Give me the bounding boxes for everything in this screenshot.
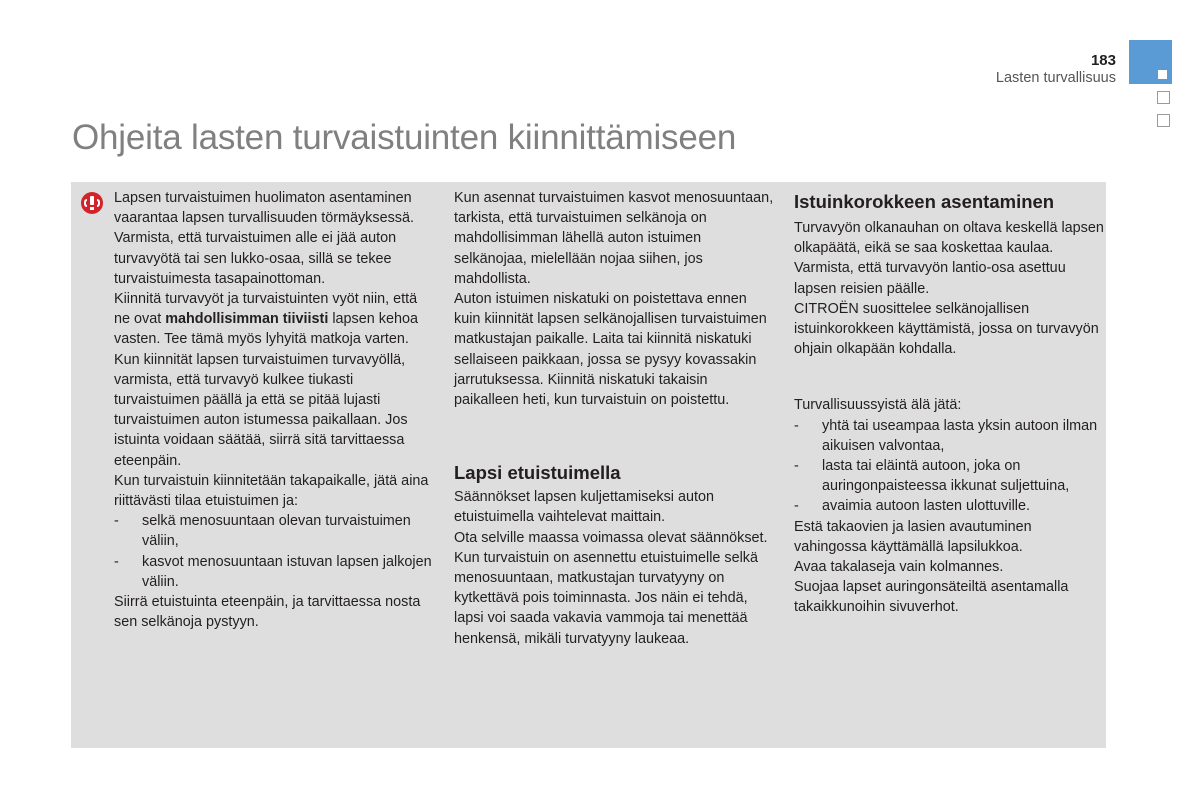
paragraph: Avaa takalaseja vain kolmannes.	[794, 559, 1004, 576]
emphasis-text: mahdollisimman tiiviisti	[165, 311, 329, 328]
paragraph: Lapsen turvaistuimen huolimaton asentaminen vaarantaa lapsen turvallisuuden törmäyksessä.	[114, 190, 414, 227]
list-item: - lasta tai eläintä autoon, joka on auringonpaisteessa ikkunat suljettuina,	[794, 456, 1104, 496]
paragraph: Turvallisuussyistä älä jätä:	[794, 397, 962, 414]
chapter-tab-current	[1129, 40, 1172, 84]
paragraph: Siirrä etuistuinta eteenpäin, ja tarvittaessa nosta sen selkänoja pystyyn.	[114, 594, 421, 631]
paragraph: Varmista, että turvaistuimen alle ei jää auton turvavyötä tai sen lukko-osaa, sillä se tekee turvaistuimesta tasapainottoman.	[114, 230, 397, 287]
paragraph: Kun kiinnität lapsen turvaistuimen turvavyöllä, varmista, että turvavyö kulkee tiukasti turvaistuimen päällä ja että se pitää lujasti turvaistuimen auton istumessa paikallaan. Jos istuinta voidaan säätää, siirrä sitä tarvittaessa eteenpäin.	[114, 351, 408, 469]
chapter-tab-dot	[1158, 70, 1167, 79]
paragraph: Suojaa lapset auringonsäteiltä asentamalla takaikkunoihin sivuverhot.	[794, 579, 1069, 616]
column-3	[794, 190, 1104, 618]
paragraph: CITROËN suosittelee selkänojallisen istuinkorokkeen käyttämistä, jossa on turvavyön ohjain olkapään kohdalla.	[794, 300, 1099, 358]
chapter-tab-empty	[1157, 91, 1170, 104]
paragraph: Kiinnitä turvavyöt ja turvaistuinten vyöt niin, että ne ovat mahdollisimman tiiviisti lapsen kehoa vasten. Tee tämä myös lyhyitä matkoja varten.	[114, 291, 418, 348]
page-number: 183	[1090, 52, 1116, 69]
paragraph: Säännökset lapsen kuljettamiseksi auton etuistuimella vaihtelevat maittain.	[454, 489, 714, 526]
paragraph: Estä takaovien ja lasien avautuminen vahingossa käyttämällä lapsilukkoa.	[794, 518, 1032, 555]
chapter-tab-empty	[1157, 114, 1170, 127]
paragraph: Kun turvaistuin on asennettu etuistuimelle selkä menosuuntaan, matkustajan turvatyyny on kytkettävä pois toiminnasta. Jos näin ei tehdä, lapsi voi saada vakavia vammoja tai menettää henkensä, mikäli turvatyyny laukeaa.	[454, 549, 758, 647]
section-heading: Lapsi etuistuimella	[454, 462, 621, 484]
paragraph: Kun asennat turvaistuimen kasvot menosuuntaan, tarkista, että turvaistuimen selkänoja on mahdollisimman lähellä auton istuimen selkänojaa, mielellään nojaa siihen, jos mahdollista.	[454, 190, 774, 287]
warning-icon	[81, 192, 103, 214]
bullet-list	[114, 511, 434, 592]
list-item: - kasvot menosuuntaan istuvan lapsen jalkojen väliin.	[114, 552, 434, 592]
list-item: - yhtä tai useampaa lasta yksin autoon ilman aikuisen valvontaa,	[794, 416, 1104, 456]
column-1	[114, 188, 434, 632]
paragraph: Kun turvaistuin kiinnitetään takapaikalle, jätä aina riittävästi tilaa etuistuimen ja:	[114, 472, 429, 510]
page-title: Ohjeita lasten turvaistuinten kiinnittämiseen	[72, 118, 737, 157]
list-item: - selkä menosuuntaan olevan turvaistuimen väliin,	[114, 511, 434, 551]
column-2	[454, 188, 774, 649]
section-name: Lasten turvallisuus	[995, 70, 1116, 86]
paragraph: Varmista, että turvavyön lantio-osa asettuu lapsen reisien päälle.	[794, 260, 1066, 297]
paragraph: Auton istuimen niskatuki on poistettava ennen kuin kiinnität lapsen selkänojallisen turvaistuimen matkustajan paikalle. Laita tai kiinnitä niskatuki sellaiseen paikkaan, jossa se pysyy kovassakin jarrutuksessa. Kiinnitä niskatuki takaisin paikalleen heti, kun turvaistuin on poistettu.	[454, 291, 767, 409]
list-item: - avaimia autoon lasten ulottuville.	[794, 496, 1104, 516]
paragraph: Ota selville maassa voimassa olevat säännökset.	[454, 529, 768, 546]
bullet-list	[794, 416, 1104, 517]
paragraph: Turvavyön olkanauhan on oltava keskellä lapsen olkapäätä, eikä se saa koskettaa kaulaa.	[794, 220, 1104, 257]
section-heading: Istuinkorokkeen asentaminen	[794, 191, 1055, 212]
